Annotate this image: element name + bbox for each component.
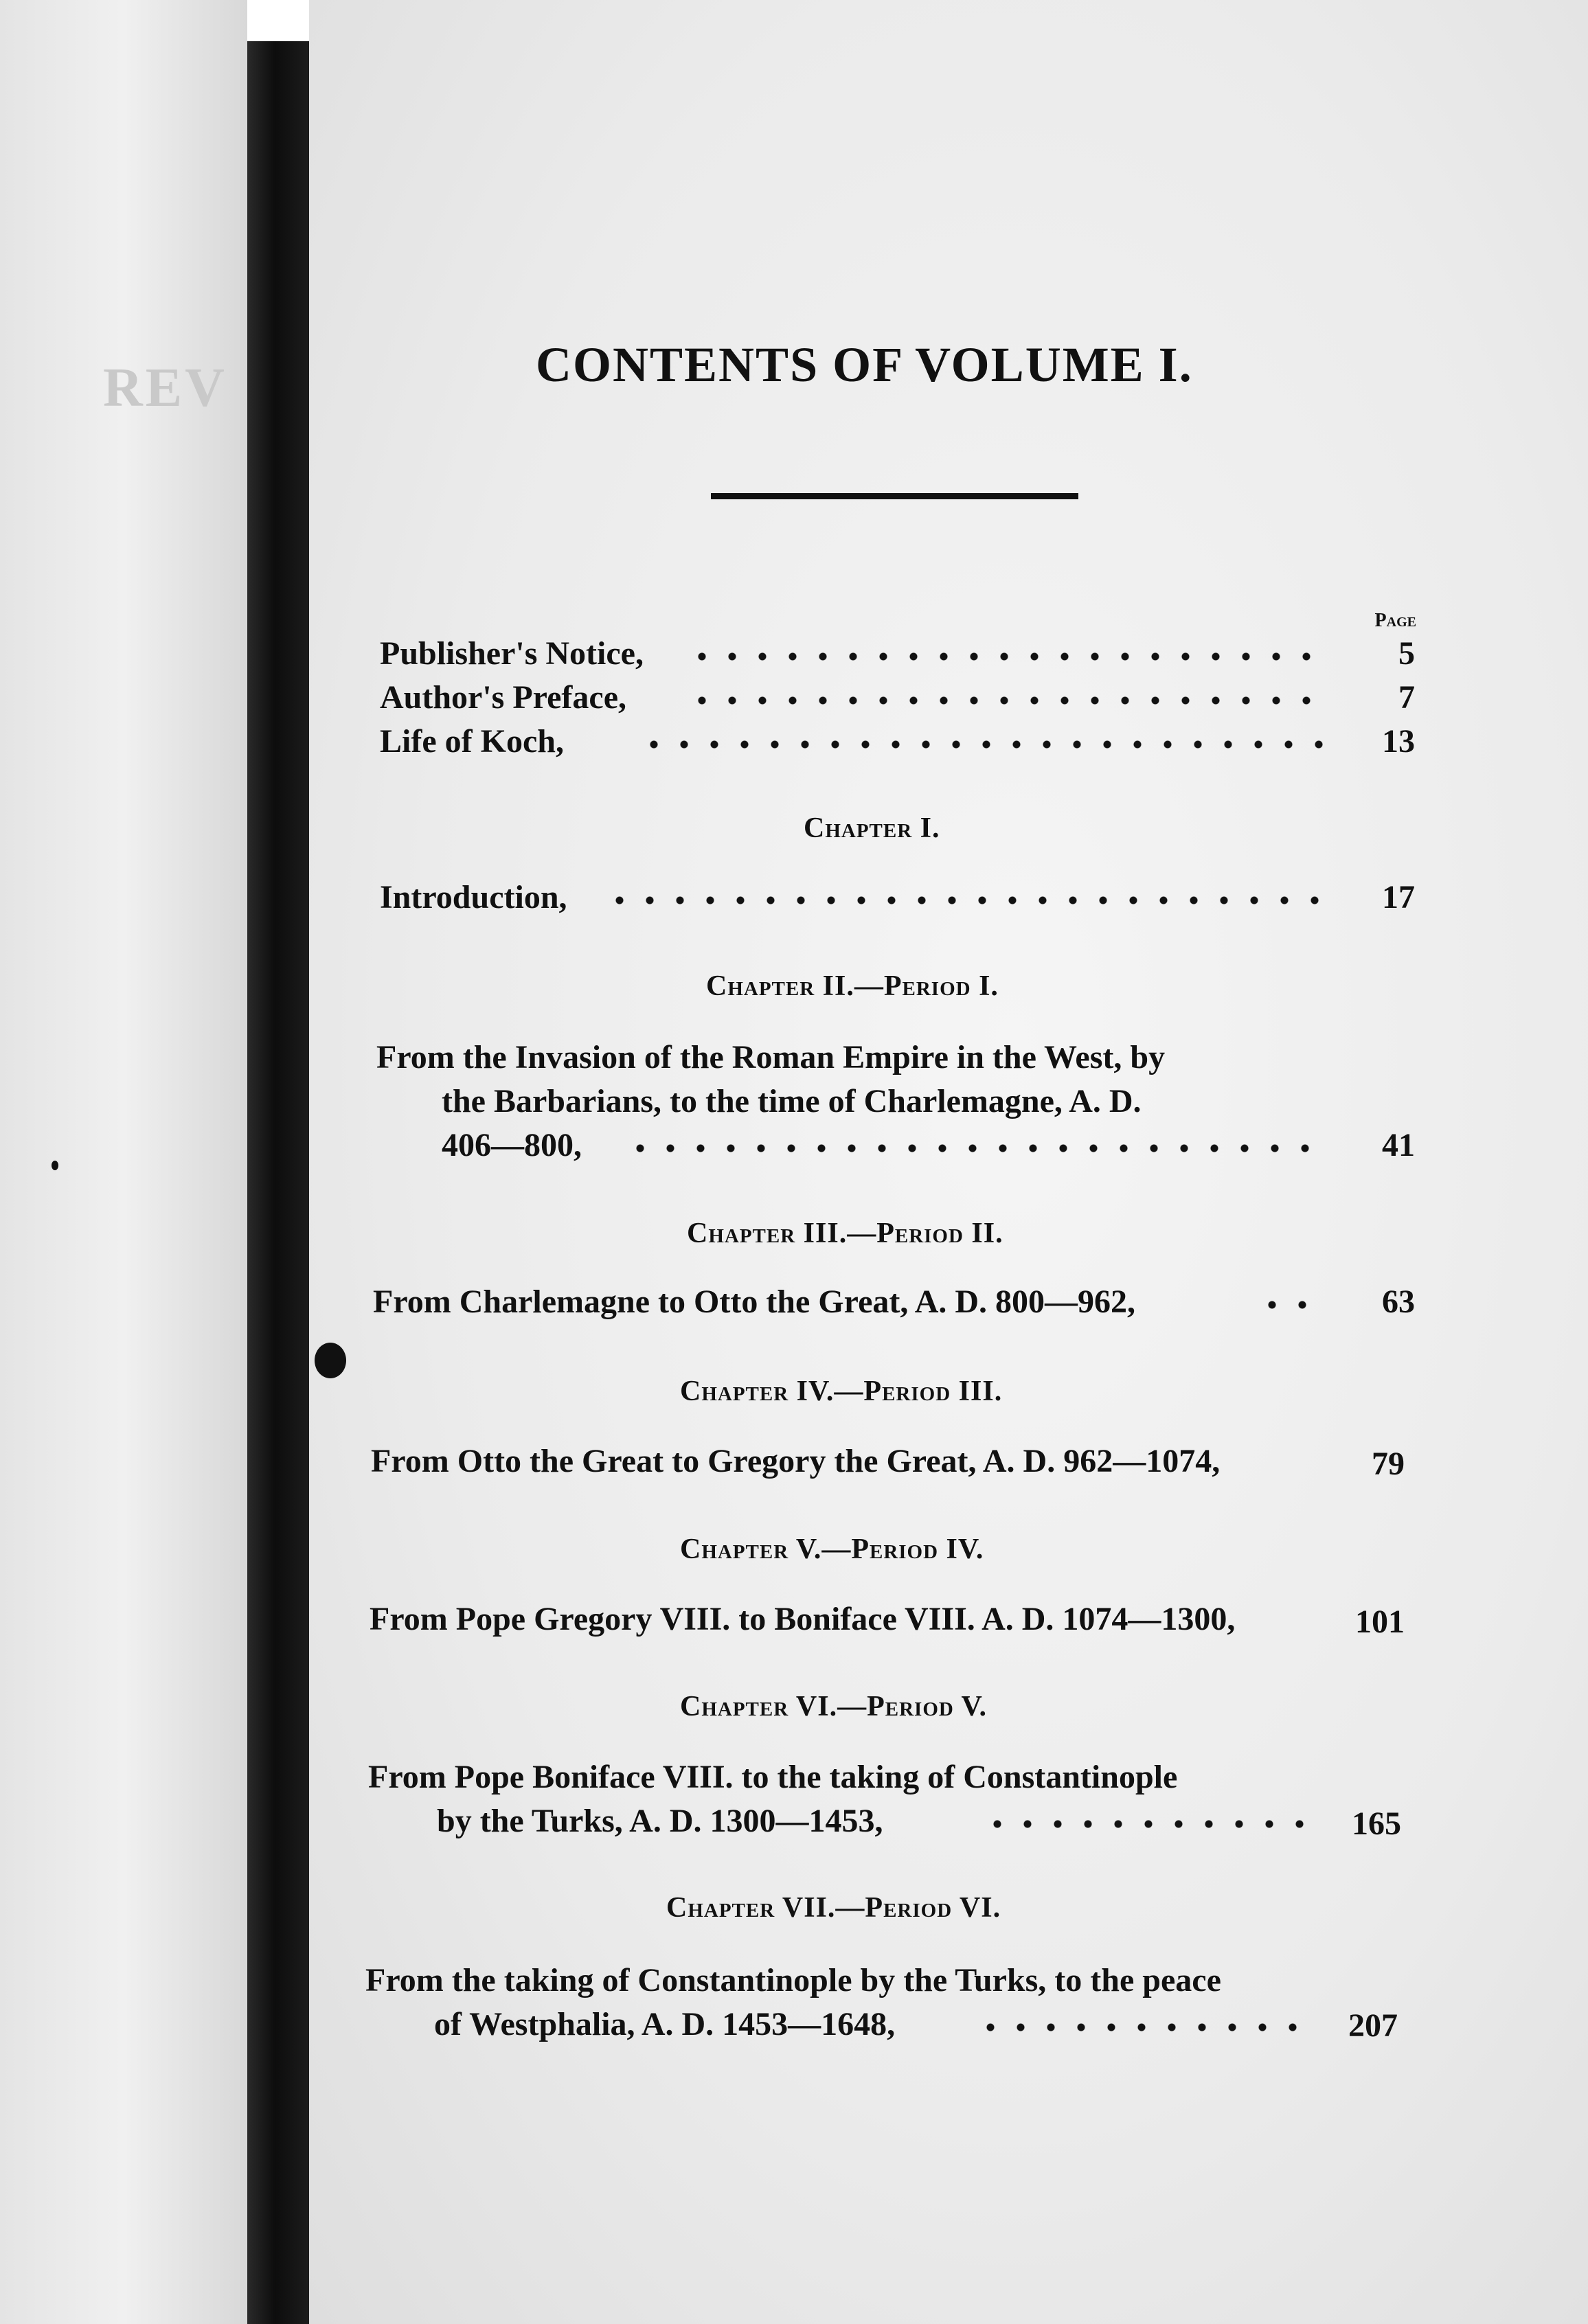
toc-page-number: 207 [1348, 2007, 1398, 2044]
toc-entry-line: the Barbarians, to the time of Charlemagne, A. D. [442, 1083, 1142, 1119]
toc-page-number: 5 [1398, 635, 1415, 672]
toc-entry-line: by the Turks, A. D. 1300—1453, [437, 1803, 883, 1839]
toc-entry-line: From Charlemagne to Otto the Great, A. D. 800—962, [373, 1284, 1136, 1320]
book-binding [247, 41, 309, 2324]
toc-entry-line: of Westphalia, A. D. 1453—1648, [434, 2006, 896, 2042]
toc-entry-publishers-notice: Publisher's Notice, [380, 635, 644, 672]
toc-page-number: 17 [1382, 879, 1415, 915]
left-page [0, 0, 247, 2324]
leader-dots [687, 652, 1326, 661]
leader-dots [625, 1144, 1326, 1152]
chapter-heading: Chapter VII.—Period VI. [666, 1892, 1001, 1924]
chapter-heading: Chapter VI.—Period V. [680, 1691, 987, 1722]
toc-entry-introduction: Introduction, [380, 879, 567, 915]
toc-page-number: 41 [1382, 1127, 1415, 1163]
leader-dots [604, 896, 1326, 904]
chapter-heading: Chapter I. [804, 812, 940, 844]
toc-entry-line: From Pope Gregory VIII. to Boniface VIII. A. D. 1074—1300, [370, 1601, 1236, 1637]
chapter-heading: Chapter III.—Period II. [687, 1218, 1003, 1249]
toc-page-number: 79 [1372, 1446, 1405, 1482]
chapter-heading: Chapter V.—Period IV. [680, 1534, 984, 1565]
toc-entry-line: From Otto the Great to Gregory the Great, A. D. 962—1074, [371, 1443, 1221, 1479]
ink-speck [52, 1161, 58, 1170]
ink-blot [315, 1343, 346, 1378]
leader-dots [975, 2023, 1319, 2031]
leader-dots [982, 1820, 1326, 1828]
chapter-heading: Chapter IV.—Period III. [680, 1376, 1003, 1407]
leader-dots [639, 740, 1326, 749]
title-rule [711, 493, 1078, 499]
toc-entry-life-of-koch: Life of Koch, [380, 723, 564, 760]
toc-page-number: 101 [1355, 1604, 1405, 1640]
chapter-heading: Chapter II.—Period I. [706, 970, 999, 1002]
bleed-through-mark: REV [103, 358, 227, 418]
page-title: CONTENTS OF VOLUME I. [536, 337, 1193, 392]
toc-page-number: 165 [1352, 1805, 1401, 1842]
toc-entry-authors-preface: Author's Preface, [380, 679, 627, 716]
toc-entry-line: From the taking of Constantinople by the Turks, to the peace [365, 1962, 1221, 1998]
toc-page-number: 7 [1398, 679, 1415, 716]
toc-entry-line: 406—800, [442, 1127, 582, 1163]
toc-entry-line: From the Invasion of the Roman Empire in the West, by [376, 1039, 1166, 1075]
page-column-header: Page [1374, 610, 1416, 631]
toc-page-number: 13 [1382, 723, 1415, 760]
toc-page-number: 63 [1382, 1284, 1415, 1320]
leader-dots [1257, 1301, 1326, 1309]
leader-dots [687, 696, 1326, 705]
toc-entry-line: From Pope Boniface VIII. to the taking of Constantinople [368, 1759, 1178, 1795]
